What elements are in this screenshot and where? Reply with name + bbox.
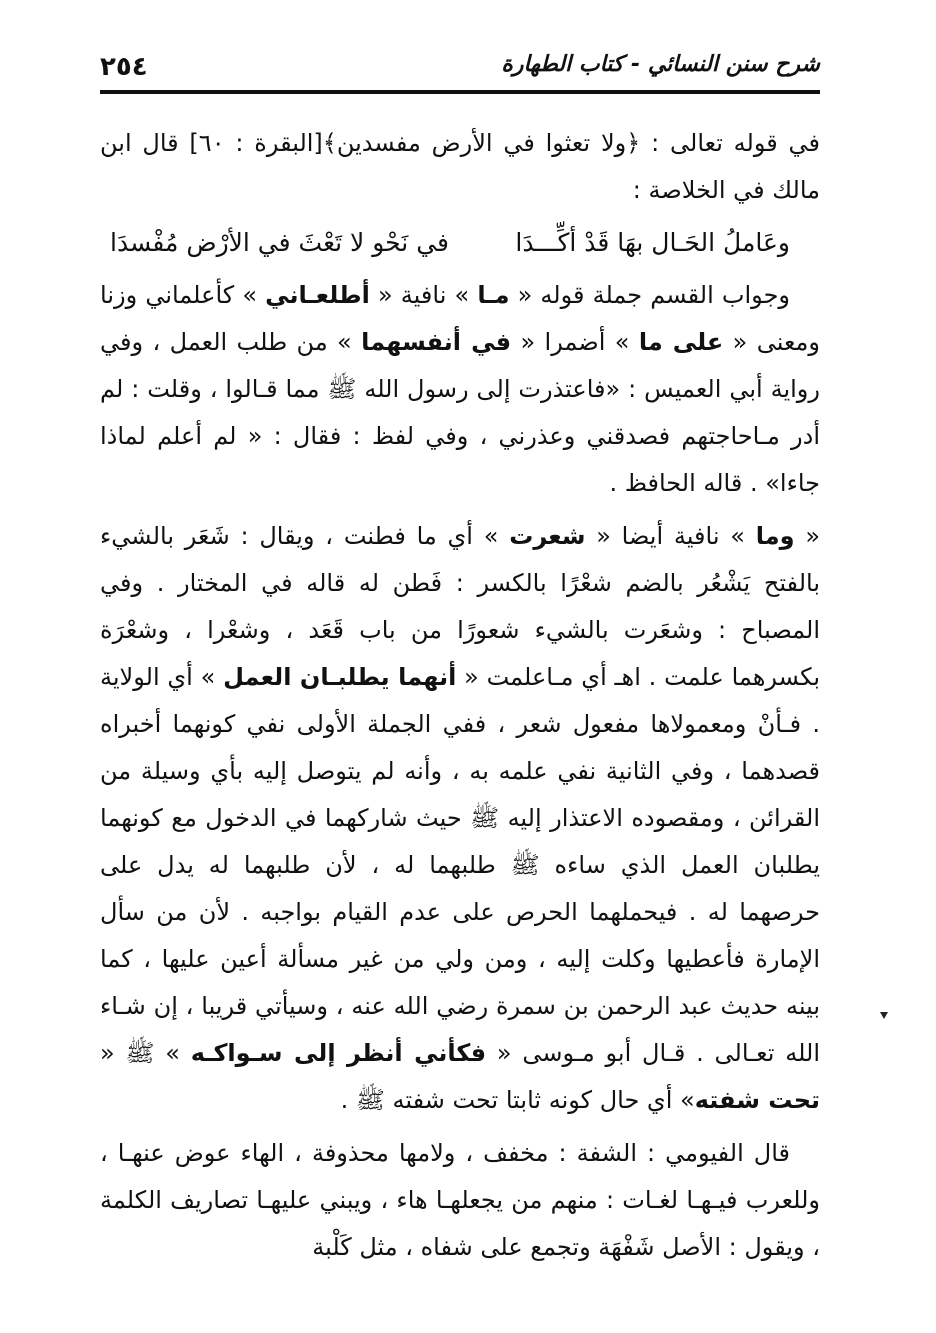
bold-term: شعرت [509, 522, 586, 550]
bold-term: تحت شفته [694, 1086, 820, 1114]
paragraph-quran-citation [100, 120, 820, 214]
bold-term: أطلعـاني [265, 281, 370, 309]
page-number: ٢٥٤ [100, 52, 148, 82]
bold-term: أنهما يطلبـان العمل [223, 663, 457, 691]
text-span: » أضمرا « [511, 328, 639, 356]
paragraph-fayyumi [100, 1130, 820, 1271]
text-span: في قوله تعالى : ﴿ولا تعثوا في الأرض مفسدين﴾[البقرة : ٦٠] قال ابن مالك في الخلاصة : [100, 129, 820, 204]
header-rule [100, 90, 820, 94]
bold-term: في أنفسهما [361, 328, 512, 356]
text-span: » كأعلماني وزنا ومعنى « [100, 281, 820, 356]
verse-first-hemistich: وعَاملُ الحَـال بهَا قَدْ أكِّـــدَا [515, 228, 790, 257]
margin-mark [880, 1012, 888, 1019]
paragraph-wama-shaart [100, 513, 820, 1124]
text-span: قال الفيومي : الشفة : مخفف ، ولامها محذوفة ، الهاء عوض عنهـا ، وللعرب فيـهـا لغـات : منهم من يجعلهـا هاء ، ويبني عليهـا تصاريف الكلمة ، ويقول : الأصل شَفْهَة وتجمع على شفاه ، مثل كَلْبة [100, 1139, 820, 1261]
bold-term: فكأني أنظر إلى سـواكـه [190, 1039, 487, 1067]
text-span: » ﷺ « [100, 1039, 191, 1067]
bold-term: على ما [638, 328, 724, 356]
text-span: » نافية « [369, 281, 478, 309]
text-span: » أي ما فطنت ، ويقال : شَعَر بالشيء بالفتح يَشْعُر بالضم شعْرًا بالكسر : فَطن له قاله في المختار . وفي المصباح : وشعَرت بالشيء شعورًا من باب قَعَد ، وشعْرا ، وشعْرَة بكسرهما علمت . اهـ أي مـاعلمت « [100, 522, 821, 691]
text-span: » من طلب العمل ، وفي رواية أبي العميس : «فاعتذرت إلى رسول الله ﷺ مما قـالوا ، وقلت : لم أدر مـاحاجتهم فصدقني وعذرني ، وفي لفظ : فقال : « لم أعلم لماذا جاءا» . قاله الحافظ . [100, 328, 820, 497]
text-span: وجواب القسم جملة قوله « [509, 281, 790, 309]
text-span: » نافية أيضا « [585, 522, 756, 550]
text-span: » أي الولاية . فـأنْ ومعمولاها مفعول شعر ، ففي الجملة الأولى نفي كونهما أخبراه قصدهما ، وفي الثانية نفي علمه به ، وأنه لم يتوصل إليه بأي وسيلة من القرائن ، ومقصوده الاعتذار إليه ﷺ حيث شاركهما في الدخول مع كونهما يطلبان العمل الذي ساءه ﷺ طلبهما له ، لأن طلبهما له يدل على حرصهما له . فيحملهما الحرص على عدم القيام بواجبه . لأن من سأل الإمارة فأعطيها وكلت إليه ، ومن ولي من غير مسألة أعين عليها ، كما بينه حديث عبد الرحمن بن سمرة رضي الله عنه ، وسيأتي قريبا ، إن شـاء الله تعـالى . قـال أبو مـوسى « [100, 663, 821, 1067]
running-title: شرح سنن النسائي - كتاب الطهارة [501, 52, 820, 77]
paragraph-answer-of-oath [100, 272, 820, 507]
verse-second-hemistich: في نَحْو لا تَعْثَ في الأرْض مُفْسدَا [110, 228, 450, 257]
text-span: « [794, 522, 821, 550]
bold-term: مـا [477, 281, 510, 309]
page-body [100, 120, 820, 1271]
page-header [100, 50, 820, 98]
text-span: » أي حال كونه ثابتا تحت شفته ﷺ . [340, 1086, 695, 1114]
poetry-verse [100, 218, 820, 268]
bold-term: وما [755, 522, 795, 550]
